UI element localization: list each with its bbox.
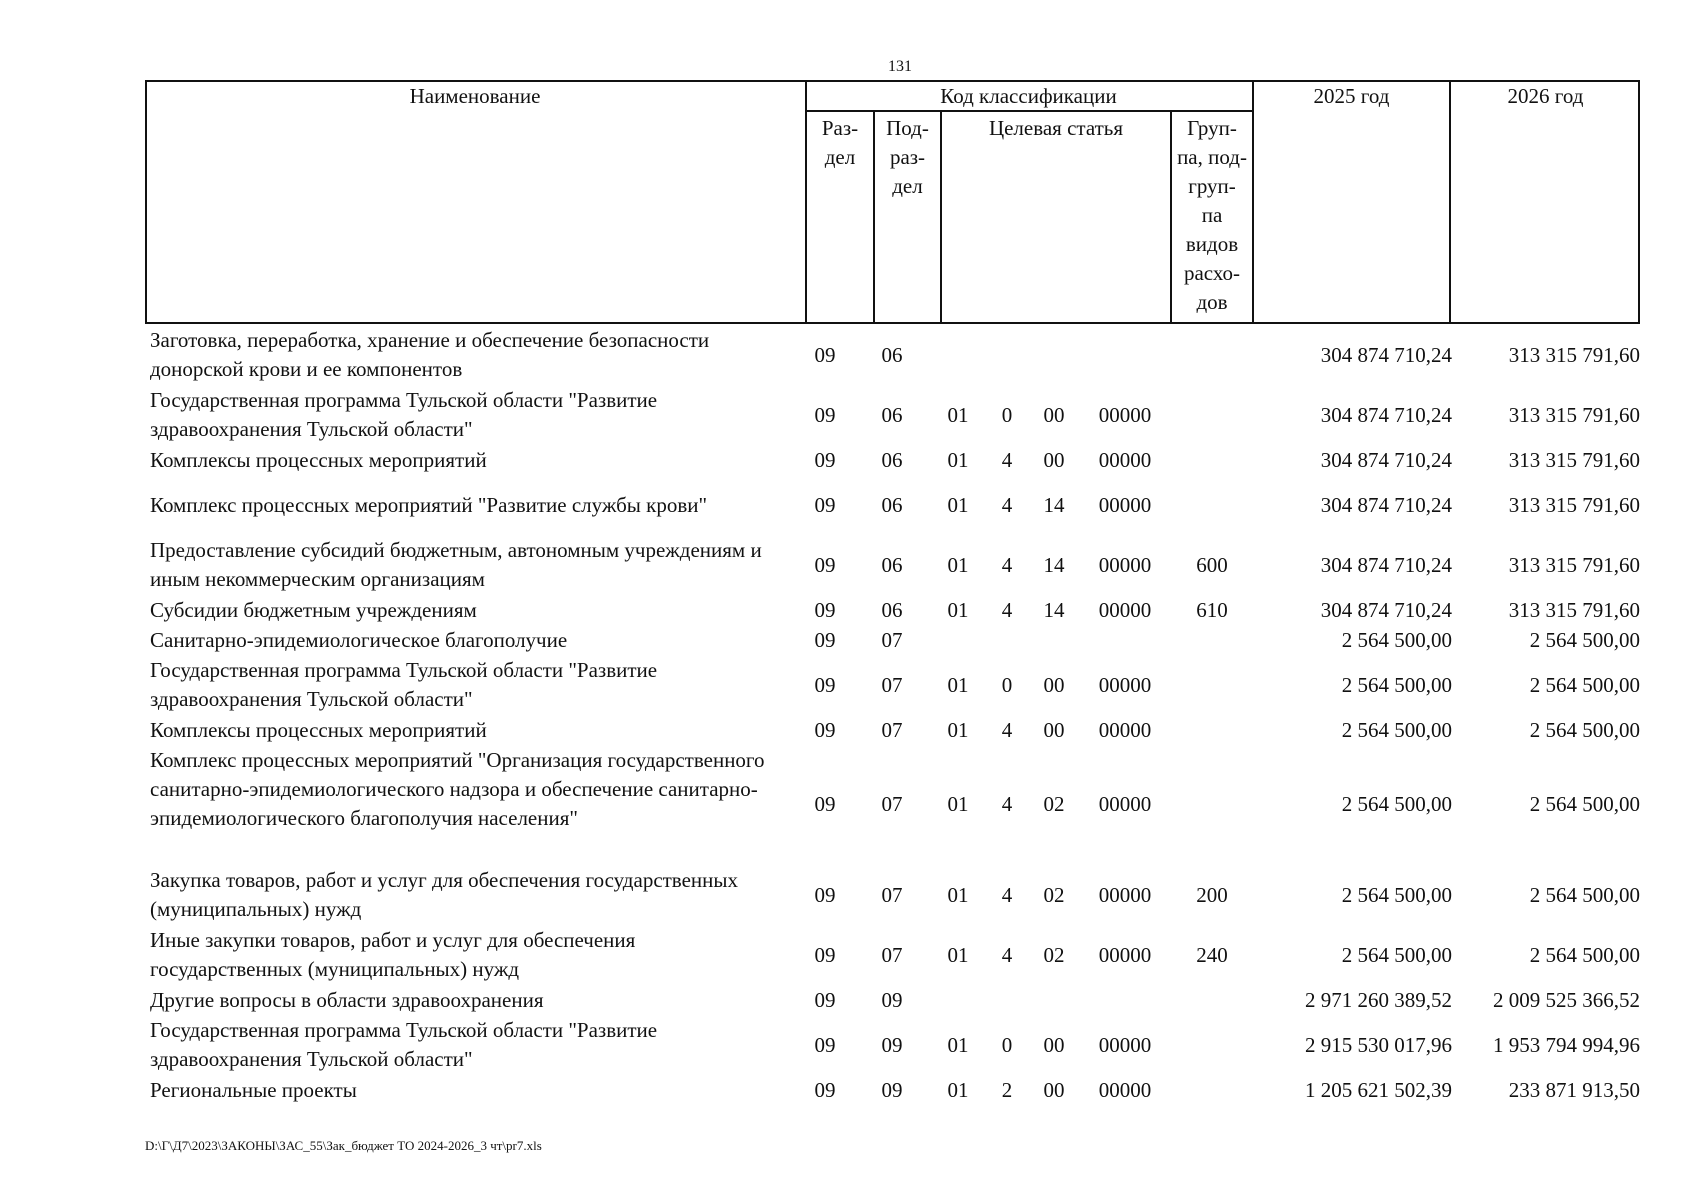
structure-code-cell: 00 — [1043, 718, 1065, 742]
amount-2025-cell: 304 874 710,24 — [1320, 552, 1452, 577]
amount-2026-cell: 2 564 500,00 — [1529, 942, 1640, 967]
section-cell: 09 — [814, 628, 836, 652]
row-name: Заготовка, переработка, хранение и обеспечение безопасности донорской крови и ее компонентов — [150, 328, 710, 381]
direction-code-cell: 00000 — [1098, 791, 1152, 816]
structure-code-cell: 00 — [1043, 1078, 1065, 1102]
row-name: Субсидии бюджетным учреждениям — [150, 598, 477, 622]
structure-code-cell: 02 — [1043, 882, 1065, 907]
type-code-cell: 4 — [1001, 552, 1013, 577]
expense-type-cell: 600 — [1196, 552, 1228, 577]
subsection-cell: 07 — [881, 628, 903, 652]
program-code-cell: 01 — [947, 1078, 969, 1102]
structure-code-cell: 14 — [1043, 552, 1065, 577]
subsection-cell: 07 — [881, 718, 903, 742]
amount-2025-cell: 2 971 260 389,52 — [1305, 988, 1452, 1012]
header-section: Раз- дел — [821, 116, 859, 169]
header-group: Груп- па, под- груп- па видов расхо- дов — [1177, 116, 1247, 314]
row-name: Комплекс процессных мероприятий "Развитие службы крови" — [150, 493, 708, 517]
expense-type-cell: 200 — [1196, 882, 1228, 907]
table-row — [0, 491, 1697, 520]
amount-2026-cell: 313 315 791,60 — [1508, 552, 1640, 577]
row-name: Комплексы процессных мероприятий — [150, 448, 487, 472]
table-row — [0, 626, 1697, 655]
divider — [1252, 80, 1254, 324]
amount-2026-cell: 2 564 500,00 — [1529, 628, 1640, 652]
structure-code-cell: 02 — [1043, 942, 1065, 967]
program-code-cell: 01 — [947, 493, 969, 517]
table-row — [0, 656, 1697, 714]
table-row — [0, 866, 1697, 924]
row-name: Иные закупки товаров, работ и услуг для обеспечения государственных (муниципальных) нужд — [150, 928, 636, 981]
expense-type-cell: 610 — [1196, 598, 1228, 622]
amount-2026-cell: 313 315 791,60 — [1508, 598, 1640, 622]
type-code-cell: 4 — [1001, 493, 1013, 517]
amount-2025-cell: 1 205 621 502,39 — [1305, 1078, 1452, 1102]
amount-2025-cell: 304 874 710,24 — [1320, 598, 1452, 622]
row-name: Государственная программа Тульской области "Развитие здравоохранения Тульской области" — [150, 1018, 658, 1071]
program-code-cell: 01 — [947, 1032, 969, 1057]
direction-code-cell: 00000 — [1098, 718, 1152, 742]
header-target-article: Целевая статья — [988, 116, 1124, 140]
amount-2025-cell: 2 564 500,00 — [1341, 942, 1452, 967]
program-code-cell: 01 — [947, 942, 969, 967]
subsection-cell: 07 — [881, 791, 903, 816]
amount-2025-cell: 2 564 500,00 — [1341, 718, 1452, 742]
structure-code-cell: 02 — [1043, 791, 1065, 816]
subsection-cell: 06 — [881, 402, 903, 427]
amount-2026-cell: 2 009 525 366,52 — [1493, 988, 1640, 1012]
section-cell: 09 — [814, 402, 836, 427]
program-code-cell: 01 — [947, 791, 969, 816]
row-name: Государственная программа Тульской области "Развитие здравоохранения Тульской области" — [150, 658, 658, 711]
page-number: 131 — [888, 58, 912, 75]
type-code-cell: 2 — [1001, 1078, 1013, 1102]
section-cell: 09 — [814, 598, 836, 622]
header-classification: Код классификации — [940, 84, 1117, 108]
table-row — [0, 716, 1697, 745]
amount-2025-cell: 2 915 530 017,96 — [1305, 1032, 1452, 1057]
table-row — [0, 746, 1697, 862]
table-row — [0, 926, 1697, 984]
amount-2026-cell: 313 315 791,60 — [1508, 342, 1640, 367]
amount-2026-cell: 2 564 500,00 — [1529, 718, 1640, 742]
table-row — [0, 986, 1697, 1015]
type-code-cell: 4 — [1001, 448, 1013, 472]
direction-code-cell: 00000 — [1098, 1032, 1152, 1057]
direction-code-cell: 00000 — [1098, 672, 1152, 697]
row-name: Государственная программа Тульской области "Развитие здравоохранения Тульской области" — [150, 388, 658, 441]
amount-2026-cell: 313 315 791,60 — [1508, 402, 1640, 427]
amount-2025-cell: 304 874 710,24 — [1320, 493, 1452, 517]
amount-2025-cell: 2 564 500,00 — [1341, 672, 1452, 697]
structure-code-cell: 00 — [1043, 402, 1065, 427]
subsection-cell: 09 — [881, 1032, 903, 1057]
section-cell: 09 — [814, 942, 836, 967]
section-cell: 09 — [814, 791, 836, 816]
subsection-cell: 07 — [881, 942, 903, 967]
row-name: Региональные проекты — [150, 1078, 357, 1102]
direction-code-cell: 00000 — [1098, 552, 1152, 577]
section-cell: 09 — [814, 672, 836, 697]
row-name: Предоставление субсидий бюджетным, автономным учреждениям и иным некоммерческим организациям — [150, 538, 762, 591]
amount-2026-cell: 1 953 794 994,96 — [1493, 1032, 1640, 1057]
file-path: D:\Г\Д7\2023\ЗАКОНЫ\ЗАС_55\Зак_бюджет ТО 2024-2026_3 чт\pr7.xls — [145, 1138, 542, 1153]
program-code-cell: 01 — [947, 672, 969, 697]
structure-code-cell: 00 — [1043, 1032, 1065, 1057]
direction-code-cell: 00000 — [1098, 1078, 1152, 1102]
section-cell: 09 — [814, 882, 836, 907]
subsection-cell: 09 — [881, 988, 903, 1012]
type-code-cell: 4 — [1001, 942, 1013, 967]
row-name: Санитарно-эпидемиологическое благополучие — [150, 628, 568, 652]
direction-code-cell: 00000 — [1098, 882, 1152, 907]
direction-code-cell: 00000 — [1098, 942, 1152, 967]
header-year-2026: 2026 год — [1507, 84, 1584, 108]
program-code-cell: 01 — [947, 718, 969, 742]
structure-code-cell: 14 — [1043, 598, 1065, 622]
program-code-cell: 01 — [947, 448, 969, 472]
amount-2026-cell: 313 315 791,60 — [1508, 448, 1640, 472]
section-cell: 09 — [814, 1032, 836, 1057]
divider — [1449, 80, 1451, 324]
row-name: Другие вопросы в области здравоохранения — [150, 988, 544, 1012]
amount-2026-cell: 2 564 500,00 — [1529, 672, 1640, 697]
program-code-cell: 01 — [947, 882, 969, 907]
type-code-cell: 0 — [1001, 1032, 1013, 1057]
subsection-cell: 06 — [881, 598, 903, 622]
program-code-cell: 01 — [947, 598, 969, 622]
section-cell: 09 — [814, 552, 836, 577]
structure-code-cell: 14 — [1043, 493, 1065, 517]
table-row — [0, 1016, 1697, 1074]
section-cell: 09 — [814, 493, 836, 517]
row-name: Закупка товаров, работ и услуг для обеспечения государственных (муниципальных) нужд — [150, 868, 739, 921]
program-code-cell: 01 — [947, 402, 969, 427]
direction-code-cell: 00000 — [1098, 402, 1152, 427]
type-code-cell: 4 — [1001, 598, 1013, 622]
expense-type-cell: 240 — [1196, 942, 1228, 967]
table-header — [145, 80, 1640, 326]
structure-code-cell: 00 — [1043, 672, 1065, 697]
section-cell: 09 — [814, 718, 836, 742]
subsection-cell: 07 — [881, 672, 903, 697]
amount-2026-cell: 233 871 913,50 — [1508, 1078, 1640, 1102]
type-code-cell: 0 — [1001, 402, 1013, 427]
amount-2025-cell: 2 564 500,00 — [1341, 791, 1452, 816]
table-row — [0, 596, 1697, 625]
section-cell: 09 — [814, 448, 836, 472]
program-code-cell: 01 — [947, 552, 969, 577]
subsection-cell: 06 — [881, 448, 903, 472]
row-name: Комплекс процессных мероприятий "Организация государственного санитарно-эпидемиологического надзора и обеспечение санитарно-эпидемиологического благополучия населения" — [150, 748, 765, 830]
type-code-cell: 4 — [1001, 718, 1013, 742]
amount-2025-cell: 2 564 500,00 — [1341, 628, 1452, 652]
direction-code-cell: 00000 — [1098, 598, 1152, 622]
direction-code-cell: 00000 — [1098, 448, 1152, 472]
amount-2025-cell: 304 874 710,24 — [1320, 448, 1452, 472]
subsection-cell: 06 — [881, 342, 903, 367]
header-name: Наименование — [409, 84, 541, 108]
type-code-cell: 4 — [1001, 791, 1013, 816]
amount-2026-cell: 313 315 791,60 — [1508, 493, 1640, 517]
type-code-cell: 4 — [1001, 882, 1013, 907]
table-row — [0, 386, 1697, 444]
amount-2025-cell: 304 874 710,24 — [1320, 342, 1452, 367]
subsection-cell: 06 — [881, 493, 903, 517]
amount-2025-cell: 2 564 500,00 — [1341, 882, 1452, 907]
structure-code-cell: 00 — [1043, 448, 1065, 472]
amount-2026-cell: 2 564 500,00 — [1529, 882, 1640, 907]
amount-2026-cell: 2 564 500,00 — [1529, 791, 1640, 816]
table-row — [0, 536, 1697, 594]
direction-code-cell: 00000 — [1098, 493, 1152, 517]
subsection-cell: 06 — [881, 552, 903, 577]
header-year-2025: 2025 год — [1313, 84, 1390, 108]
row-name: Комплексы процессных мероприятий — [150, 718, 487, 742]
type-code-cell: 0 — [1001, 672, 1013, 697]
subsection-cell: 09 — [881, 1078, 903, 1102]
table-row — [0, 326, 1697, 384]
section-cell: 09 — [814, 1078, 836, 1102]
header-subsection: Под- раз- дел — [886, 116, 929, 198]
subsection-cell: 07 — [881, 882, 903, 907]
table-row — [0, 1076, 1697, 1105]
table-row — [0, 446, 1697, 475]
section-cell: 09 — [814, 988, 836, 1012]
amount-2025-cell: 304 874 710,24 — [1320, 402, 1452, 427]
section-cell: 09 — [814, 342, 836, 367]
